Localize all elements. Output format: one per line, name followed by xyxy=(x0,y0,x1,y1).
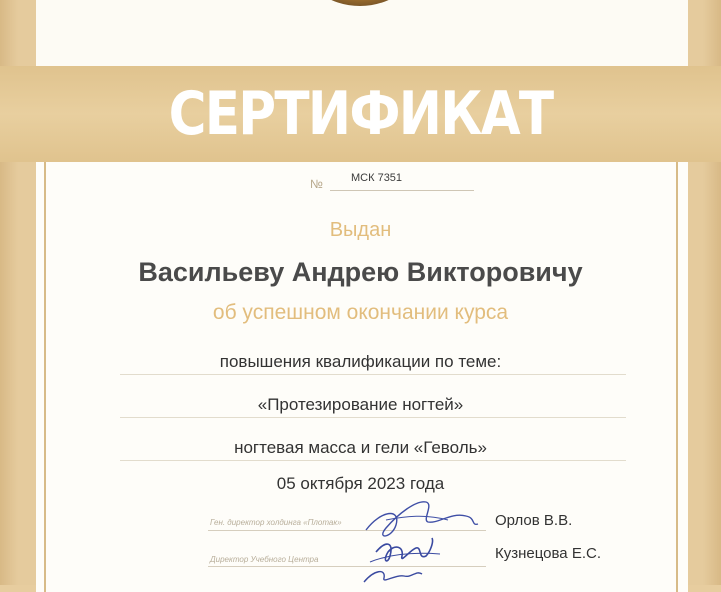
course-material: ногтевая масса и гели «Геволь» xyxy=(234,438,487,457)
signatory-name-2: Кузнецова Е.С. xyxy=(495,545,601,562)
qualification-text: повышения квалификации по теме: xyxy=(219,352,502,371)
completion-text: об успешном окончании курса xyxy=(212,301,509,324)
top-panel xyxy=(36,0,688,66)
material-underline xyxy=(120,460,626,461)
handwritten-signatures xyxy=(356,490,486,585)
recipient-name: Васильеву Андрею Викторовичу xyxy=(138,257,583,287)
number-underline xyxy=(330,190,474,191)
issued-label: Выдан xyxy=(329,219,392,241)
signatory-title-2: Директор Учебного Центра xyxy=(210,555,319,564)
signatory-title-1: Ген. директор холдинга «Плотак» xyxy=(210,518,342,527)
number-label: № xyxy=(310,177,323,191)
certificate-number: МСК 7351 xyxy=(351,172,403,184)
signatory-name-1: Орлов В.В. xyxy=(495,512,573,529)
certificate-title: СЕРТИФИКАТ xyxy=(168,79,553,149)
course-topic: «Протезирование ногтей» xyxy=(257,395,464,414)
issue-date: 05 октября 2023 года xyxy=(276,474,445,493)
topic-underline xyxy=(120,417,626,418)
qualification-underline xyxy=(120,374,626,375)
